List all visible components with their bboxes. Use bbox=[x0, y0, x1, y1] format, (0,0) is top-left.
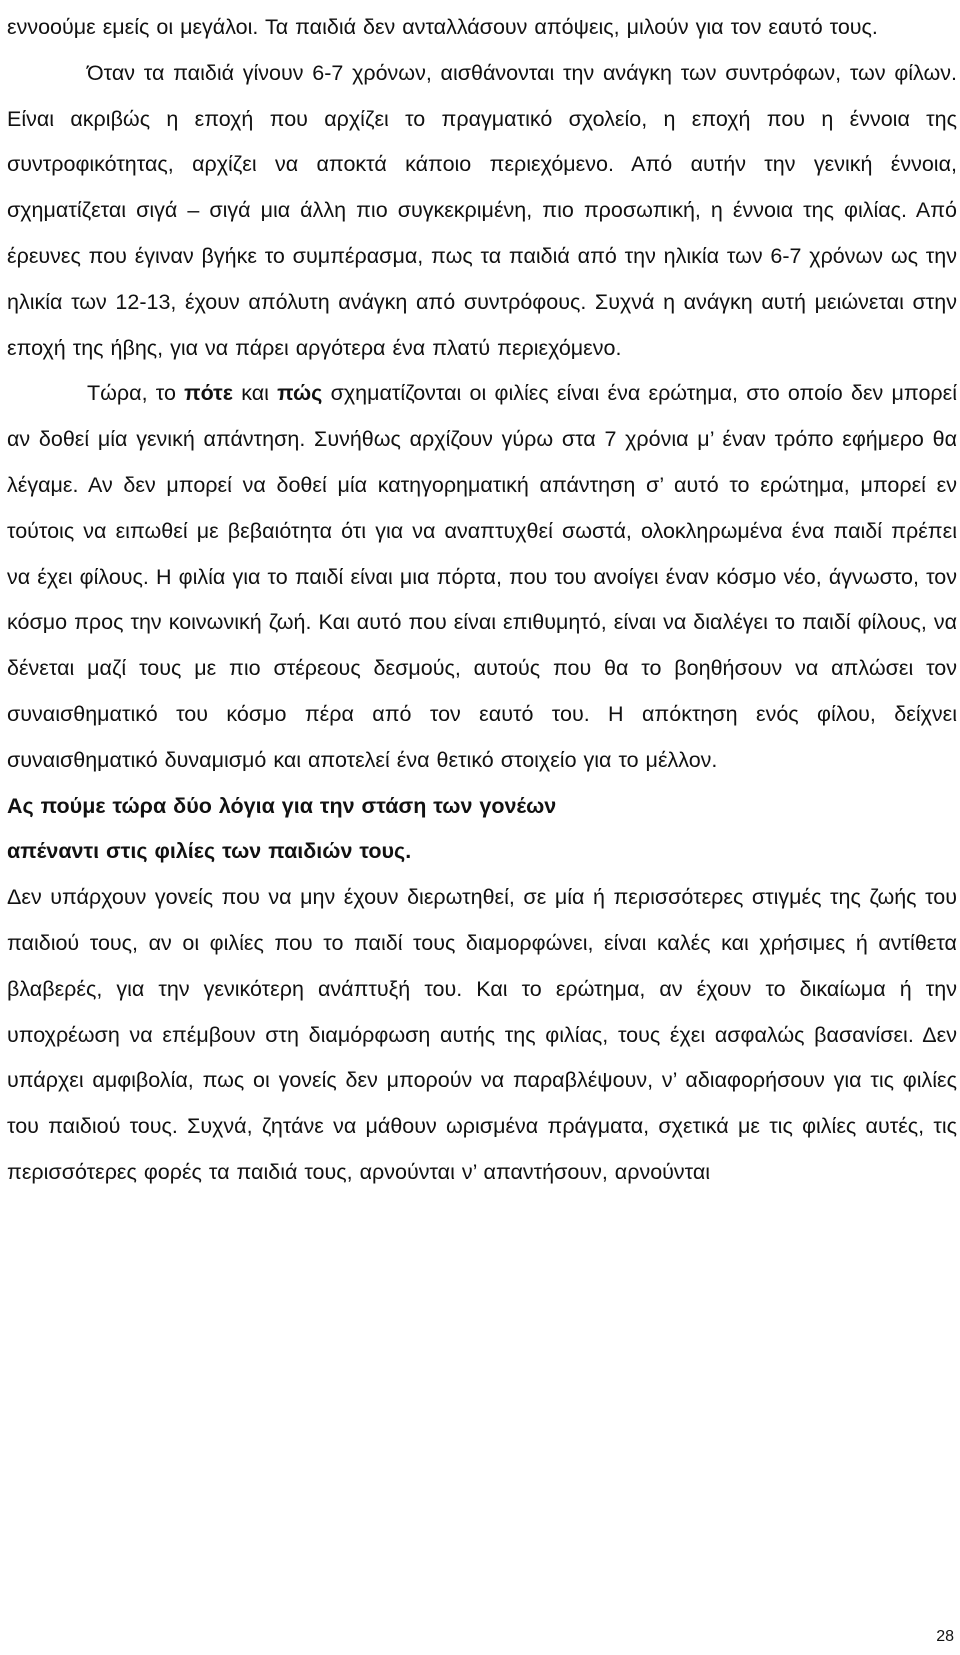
emphasis-when: πότε bbox=[184, 381, 233, 406]
section-heading bbox=[7, 784, 957, 876]
paragraph-friendship-age: Όταν τα παιδιά γίνουν 6-7 χρόνων, αισθάνονται την ανάγκη των συντρόφων, των φίλων. Είναι ακριβώς η εποχή που αρχίζει το πραγματικό σχολείο, η εποχή που η έννοια της συντροφικότητας, αρχίζει να αποκτά κάποιο περιεχόμενο. Από αυτήν την γενική έννοια, σχηματίζεται σιγά – σιγά μια άλλη πιο συγκεκριμένη, πιο προσωπική, η έννοια της φιλίας. Από έρευνες που έγιναν βγήκε το συμπέρασμα, πως τα παιδιά από την ηλικία των 6-7 χρόνων ως την ηλικία των 12-13, έχουν απόλυτη ανάγκη από συντρόφους. Συχνά η ανάγκη αυτή μειώνεται στην εποχή της ήβης, για να πάρει αργότερα ένα πλατύ περιεχόμενο. bbox=[7, 60, 957, 360]
paragraph-text-part: Τώρα, το bbox=[87, 381, 185, 406]
paragraph-text-part: σχηματίζονται οι φιλίες είναι ένα ερώτημα, στο οποίο δεν μπορεί αν δοθεί μία γενική απάντηση. Συνήθως αρχίζουν γύρω στα 7 χρόνια μ’ έναν τρόπο εφήμερο θα λέγαμε. Αν δεν μπορεί να δοθεί μία κατηγορηματική απάντηση σ’ αυτό το ερώτημα, μπορεί εν τούτοις να ειπωθεί με βεβαιότητα ότι για να αναπτυχθεί σωστά, ολοκληρωμένα ένα παιδί πρέπει να έχει φίλους. Η φιλία για το παιδί είναι μια πόρτα, που του ανοίγει έναν κόσμο νέο, άγνωστο, τον κόσμο προς την κοινωνική ζωή. Και αυτό που είναι επιθυμητό, είναι να διαλέγει το παιδί φίλους, να δένεται μαζί τους με πιο στέρεους δεσμούς, αυτούς που θα το βοηθήσουν να απλώσει τον συναισθηματικό του κόσμο πέρα από τον εαυτό του. Η απόκτηση ενός φίλου, δείχνει συναισθηματικό δυναμισμό και αποτελεί ένα θετικό στοιχείο για το μέλλον. bbox=[7, 381, 957, 772]
paragraph-parents: Δεν υπάρχουν γονείς που να μην έχουν διερωτηθεί, σε μία ή περισσότερες στιγμές της ζωής του παιδιού τους, αν οι φιλίες που το παιδί τους διαμορφώνει, είναι καλές και χρήσιμες ή αντίθετα βλαβερές, για την γενικότερη ανάπτυξή του. Και το ερώτημα, αν έχουν το δικαίωμα ή την υποχρέωση να επέμβουν στη διαμόρφωση αυτής της φιλίας, τους έχει ασφαλώς βασανίσει. Δεν υπάρχει αμφιβολία, πως οι γονείς δεν μπορούν να παραβλέψουν, ν’ αδιαφορήσουν για τις φιλίες του παιδιού τους. Συχνά, ζητάνε να μάθουν ωρισμένα πράγματα, σχετικά με τις φιλίες αυτές, τις περισσότερες φορές τα παιδιά τους, αρνούνται ν’ απαντήσουν, αρνούνται bbox=[7, 885, 957, 1184]
paragraph-continued: εννοούμε εμείς οι μεγάλοι. Τα παιδιά δεν ανταλλάσουν απόψεις, μιλούν για τον εαυτό τους. bbox=[7, 15, 878, 39]
section-heading-line: Ας πούμε τώρα δύο λόγια για την στάση των γονέων bbox=[7, 793, 557, 818]
paragraph-text-part: και bbox=[232, 381, 278, 406]
page-body-text bbox=[7, 5, 957, 1196]
page-number: 28 bbox=[936, 1628, 954, 1645]
paragraph-when-how bbox=[7, 371, 957, 783]
section-heading-line: απέναντι στις φιλίες των παιδιών τους. bbox=[7, 839, 412, 864]
emphasis-how: πώς bbox=[277, 381, 323, 406]
